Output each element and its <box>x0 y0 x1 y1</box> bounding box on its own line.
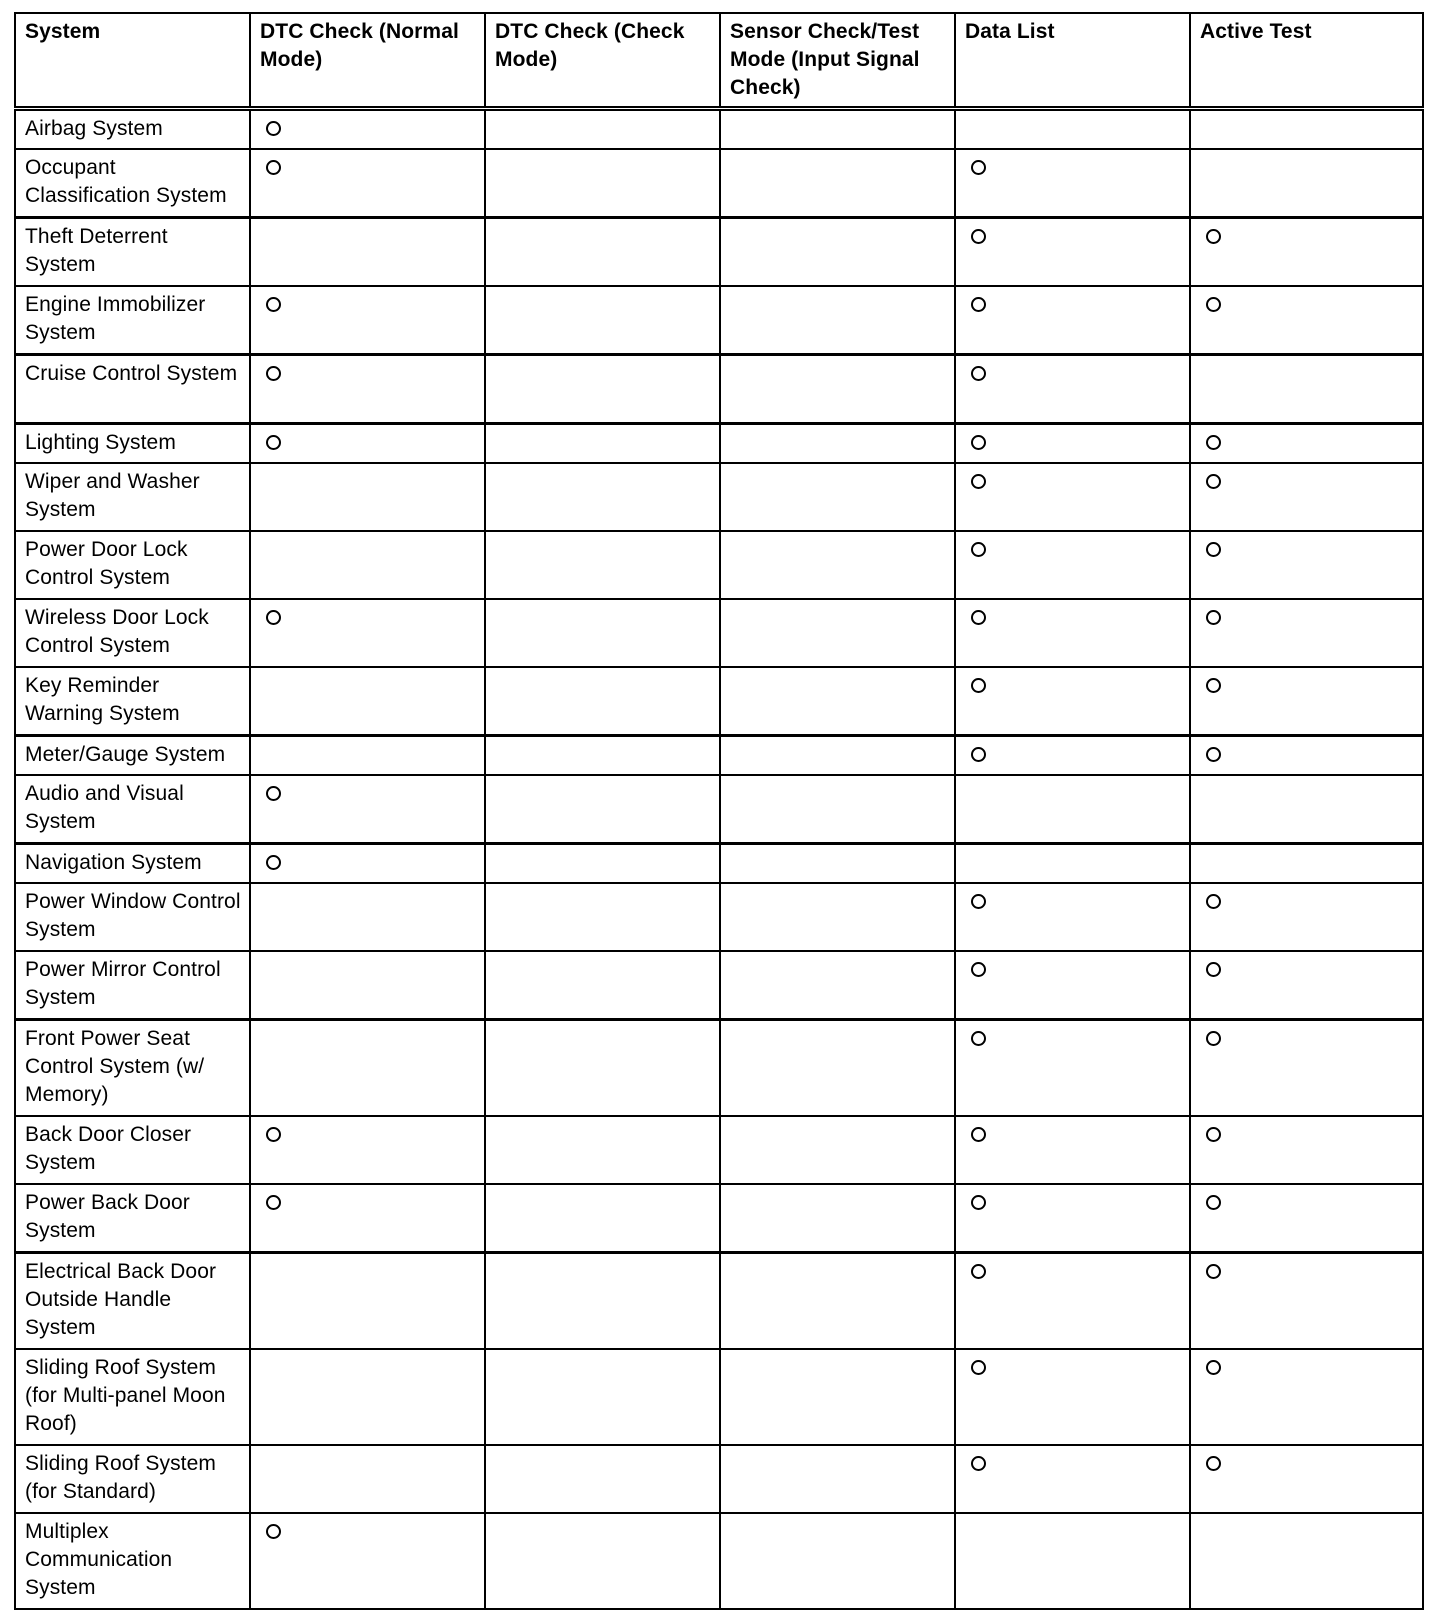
cell-sensor-check <box>720 424 955 464</box>
cell-dtc-normal <box>250 1253 485 1350</box>
cell-dtc-check <box>485 149 720 218</box>
cell-dtc-check <box>485 355 720 424</box>
circle-mark-icon <box>266 1195 281 1210</box>
system-name-cell: Front Power Seat Control System (w/ Memory) <box>15 1020 250 1117</box>
cell-dtc-normal <box>250 599 485 667</box>
cell-dtc-check <box>485 1253 720 1350</box>
table-row <box>15 667 1423 736</box>
cell-data-list <box>955 1513 1190 1609</box>
circle-mark-icon <box>971 894 986 909</box>
circle-mark-icon <box>1206 542 1221 557</box>
circle-mark-icon <box>971 962 986 977</box>
system-name-cell: Airbag System <box>15 109 250 150</box>
cell-dtc-check <box>485 109 720 150</box>
cell-dtc-normal <box>250 355 485 424</box>
system-name-cell: Sliding Roof System (for Multi-panel Moon Roof) <box>15 1349 250 1445</box>
cell-active-test <box>1190 951 1423 1020</box>
header-data-list: Data List <box>955 13 1190 109</box>
cell-data-list <box>955 463 1190 531</box>
circle-mark-icon <box>1206 474 1221 489</box>
circle-mark-icon <box>971 1360 986 1375</box>
cell-data-list <box>955 883 1190 951</box>
cell-sensor-check <box>720 1116 955 1184</box>
table-row <box>15 355 1423 424</box>
system-name-cell: Wireless Door Lock Control System <box>15 599 250 667</box>
circle-mark-icon <box>971 542 986 557</box>
system-name-cell: Power Door Lock Control System <box>15 531 250 599</box>
circle-mark-icon <box>971 1195 986 1210</box>
system-name-cell: Back Door Closer System <box>15 1116 250 1184</box>
cell-dtc-normal <box>250 1020 485 1117</box>
cell-active-test <box>1190 218 1423 287</box>
cell-data-list <box>955 218 1190 287</box>
system-name-cell: Meter/Gauge System <box>15 736 250 776</box>
circle-mark-icon <box>266 366 281 381</box>
cell-data-list <box>955 355 1190 424</box>
cell-sensor-check <box>720 736 955 776</box>
cell-sensor-check <box>720 1445 955 1513</box>
system-name-cell: Cruise Control System <box>15 355 250 424</box>
system-name-cell: Engine Immobilizer System <box>15 286 250 355</box>
cell-active-test <box>1190 1253 1423 1350</box>
table-row <box>15 883 1423 951</box>
cell-dtc-check <box>485 951 720 1020</box>
cell-sensor-check <box>720 149 955 218</box>
cell-dtc-check <box>485 463 720 531</box>
cell-active-test <box>1190 1184 1423 1253</box>
cell-active-test <box>1190 844 1423 884</box>
cell-data-list <box>955 599 1190 667</box>
circle-mark-icon <box>971 160 986 175</box>
cell-dtc-check <box>485 844 720 884</box>
system-name-cell: Electrical Back Door Outside Handle System <box>15 1253 250 1350</box>
cell-dtc-normal <box>250 1116 485 1184</box>
circle-mark-icon <box>1206 297 1221 312</box>
circle-mark-icon <box>1206 894 1221 909</box>
cell-active-test <box>1190 775 1423 844</box>
cell-active-test <box>1190 883 1423 951</box>
cell-data-list <box>955 424 1190 464</box>
cell-dtc-check <box>485 883 720 951</box>
circle-mark-icon <box>1206 229 1221 244</box>
table-row <box>15 463 1423 531</box>
cell-sensor-check <box>720 775 955 844</box>
cell-sensor-check <box>720 531 955 599</box>
cell-sensor-check <box>720 1253 955 1350</box>
table-row <box>15 951 1423 1020</box>
cell-dtc-normal <box>250 424 485 464</box>
cell-dtc-check <box>485 286 720 355</box>
cell-dtc-normal <box>250 1184 485 1253</box>
cell-dtc-check <box>485 599 720 667</box>
table-row <box>15 1184 1423 1253</box>
system-name-cell: Navigation System <box>15 844 250 884</box>
cell-active-test <box>1190 667 1423 736</box>
circle-mark-icon <box>971 1456 986 1471</box>
circle-mark-icon <box>266 160 281 175</box>
table-header <box>15 13 1423 109</box>
cell-active-test <box>1190 286 1423 355</box>
cell-sensor-check <box>720 286 955 355</box>
table-body <box>15 109 1423 1610</box>
cell-active-test <box>1190 1349 1423 1445</box>
circle-mark-icon <box>1206 435 1221 450</box>
circle-mark-icon <box>971 1127 986 1142</box>
cell-dtc-normal <box>250 109 485 150</box>
cell-data-list <box>955 1349 1190 1445</box>
header-dtc-check: DTC Check (Check Mode) <box>485 13 720 109</box>
table-row <box>15 1513 1423 1609</box>
cell-dtc-check <box>485 1116 720 1184</box>
cell-data-list <box>955 1445 1190 1513</box>
cell-dtc-check <box>485 1445 720 1513</box>
cell-dtc-check <box>485 736 720 776</box>
table-row <box>15 1253 1423 1350</box>
header-system: System <box>15 13 250 109</box>
header-sensor-check: Sensor Check/Test Mode (Input Signal Check) <box>720 13 955 109</box>
cell-active-test <box>1190 1020 1423 1117</box>
circle-mark-icon <box>971 297 986 312</box>
system-name-cell: Power Back Door System <box>15 1184 250 1253</box>
circle-mark-icon <box>971 366 986 381</box>
circle-mark-icon <box>266 1127 281 1142</box>
circle-mark-icon <box>971 610 986 625</box>
table-row <box>15 218 1423 287</box>
cell-sensor-check <box>720 463 955 531</box>
cell-data-list <box>955 775 1190 844</box>
cell-sensor-check <box>720 667 955 736</box>
system-name-cell: Power Window Control System <box>15 883 250 951</box>
cell-active-test <box>1190 463 1423 531</box>
table-row <box>15 286 1423 355</box>
circle-mark-icon <box>266 610 281 625</box>
cell-dtc-normal <box>250 1349 485 1445</box>
table-row <box>15 109 1423 150</box>
system-name-cell: Theft Deterrent System <box>15 218 250 287</box>
system-name-cell: Sliding Roof System (for Standard) <box>15 1445 250 1513</box>
cell-active-test <box>1190 736 1423 776</box>
system-name-cell: Power Mirror Control System <box>15 951 250 1020</box>
circle-mark-icon <box>971 435 986 450</box>
circle-mark-icon <box>266 855 281 870</box>
system-name-cell: Lighting System <box>15 424 250 464</box>
cell-sensor-check <box>720 355 955 424</box>
cell-data-list <box>955 1020 1190 1117</box>
cell-sensor-check <box>720 1349 955 1445</box>
table-row <box>15 844 1423 884</box>
circle-mark-icon <box>266 121 281 136</box>
table-row <box>15 1020 1423 1117</box>
cell-dtc-normal <box>250 951 485 1020</box>
circle-mark-icon <box>971 474 986 489</box>
table-row <box>15 424 1423 464</box>
system-name-cell: Wiper and Washer System <box>15 463 250 531</box>
header-active-test: Active Test <box>1190 13 1423 109</box>
cell-data-list <box>955 951 1190 1020</box>
cell-dtc-normal <box>250 1445 485 1513</box>
header-dtc-normal: DTC Check (Normal Mode) <box>250 13 485 109</box>
cell-sensor-check <box>720 1020 955 1117</box>
header-row <box>15 13 1423 109</box>
cell-active-test <box>1190 424 1423 464</box>
circle-mark-icon <box>266 297 281 312</box>
cell-dtc-normal <box>250 1513 485 1609</box>
cell-data-list <box>955 667 1190 736</box>
table-row <box>15 1116 1423 1184</box>
cell-dtc-normal <box>250 463 485 531</box>
cell-dtc-check <box>485 218 720 287</box>
circle-mark-icon <box>1206 1456 1221 1471</box>
cell-active-test <box>1190 599 1423 667</box>
cell-dtc-normal <box>250 149 485 218</box>
circle-mark-icon <box>1206 1127 1221 1142</box>
cell-sensor-check <box>720 1184 955 1253</box>
table-row <box>15 1445 1423 1513</box>
cell-data-list <box>955 531 1190 599</box>
cell-data-list <box>955 286 1190 355</box>
cell-dtc-normal <box>250 667 485 736</box>
cell-sensor-check <box>720 883 955 951</box>
cell-active-test <box>1190 531 1423 599</box>
system-name-cell: Audio and Visual System <box>15 775 250 844</box>
circle-mark-icon <box>1206 678 1221 693</box>
table-row <box>15 1349 1423 1445</box>
cell-sensor-check <box>720 844 955 884</box>
cell-data-list <box>955 1116 1190 1184</box>
cell-data-list <box>955 844 1190 884</box>
cell-dtc-check <box>485 1349 720 1445</box>
cell-dtc-normal <box>250 286 485 355</box>
cell-data-list <box>955 149 1190 218</box>
cell-dtc-check <box>485 1184 720 1253</box>
cell-active-test <box>1190 355 1423 424</box>
circle-mark-icon <box>1206 1195 1221 1210</box>
system-function-table <box>14 12 1424 1610</box>
circle-mark-icon <box>971 747 986 762</box>
cell-data-list <box>955 1253 1190 1350</box>
circle-mark-icon <box>1206 1031 1221 1046</box>
table-row <box>15 736 1423 776</box>
cell-active-test <box>1190 1445 1423 1513</box>
cell-sensor-check <box>720 599 955 667</box>
system-name-cell: Multiplex Communication System <box>15 1513 250 1609</box>
cell-dtc-check <box>485 531 720 599</box>
cell-dtc-check <box>485 1020 720 1117</box>
cell-dtc-normal <box>250 883 485 951</box>
circle-mark-icon <box>971 1031 986 1046</box>
cell-active-test <box>1190 1116 1423 1184</box>
cell-sensor-check <box>720 1513 955 1609</box>
table-row <box>15 531 1423 599</box>
cell-dtc-normal <box>250 844 485 884</box>
cell-data-list <box>955 1184 1190 1253</box>
cell-dtc-check <box>485 667 720 736</box>
circle-mark-icon <box>1206 747 1221 762</box>
cell-dtc-normal <box>250 775 485 844</box>
circle-mark-icon <box>971 678 986 693</box>
cell-dtc-normal <box>250 531 485 599</box>
cell-dtc-check <box>485 424 720 464</box>
circle-mark-icon <box>1206 962 1221 977</box>
cell-active-test <box>1190 109 1423 150</box>
table-row <box>15 149 1423 218</box>
cell-sensor-check <box>720 109 955 150</box>
cell-data-list <box>955 736 1190 776</box>
circle-mark-icon <box>971 1264 986 1279</box>
system-name-cell: Occupant Classification System <box>15 149 250 218</box>
cell-data-list <box>955 109 1190 150</box>
circle-mark-icon <box>266 1524 281 1539</box>
cell-sensor-check <box>720 218 955 287</box>
circle-mark-icon <box>266 435 281 450</box>
cell-dtc-normal <box>250 736 485 776</box>
cell-dtc-check <box>485 1513 720 1609</box>
circle-mark-icon <box>1206 1264 1221 1279</box>
circle-mark-icon <box>1206 1360 1221 1375</box>
cell-dtc-normal <box>250 218 485 287</box>
cell-sensor-check <box>720 951 955 1020</box>
cell-active-test <box>1190 1513 1423 1609</box>
circle-mark-icon <box>971 229 986 244</box>
table-row <box>15 599 1423 667</box>
system-name-cell: Key Reminder Warning System <box>15 667 250 736</box>
cell-active-test <box>1190 149 1423 218</box>
table-row <box>15 775 1423 844</box>
cell-dtc-check <box>485 775 720 844</box>
circle-mark-icon <box>1206 610 1221 625</box>
circle-mark-icon <box>266 786 281 801</box>
